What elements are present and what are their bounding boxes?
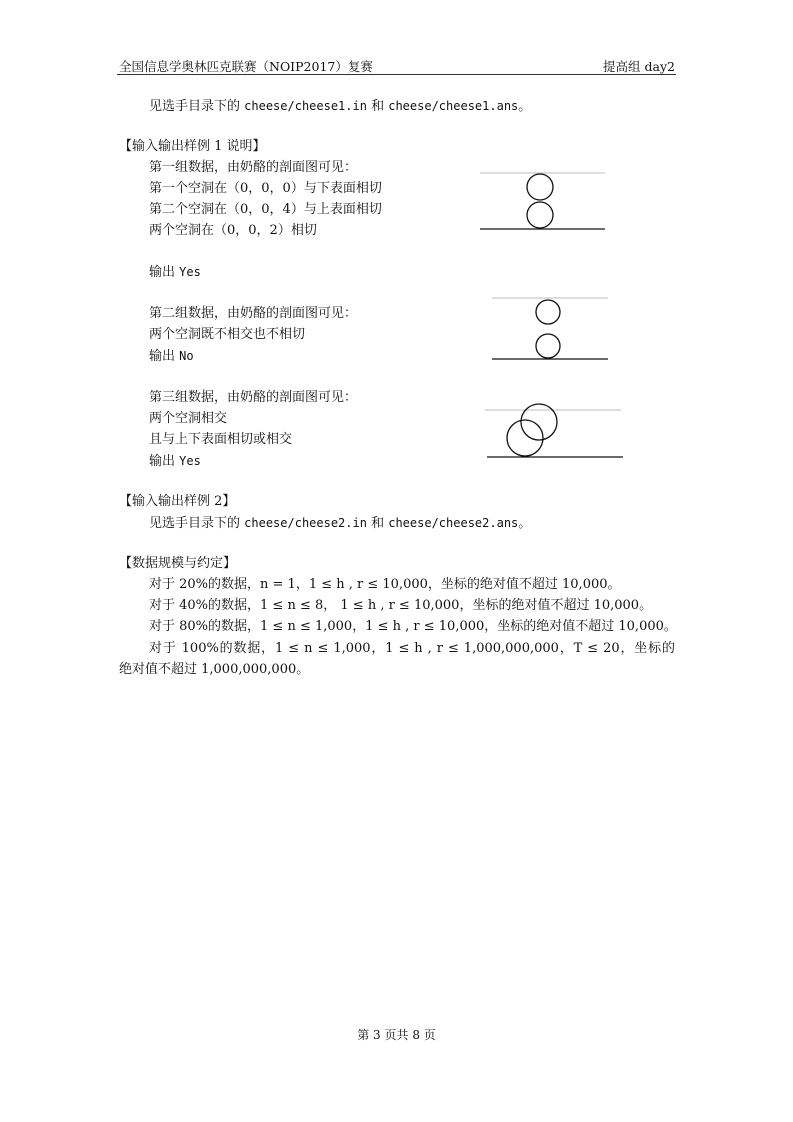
sample1-explain-title: 【输入输出样例 1 说明】 [119,139,266,154]
constraint-item-3: 对于 80%的数据，1 ≤ n ≤ 1,000，1 ≤ h , r ≤ 10,000，坐标的绝对值不超过 10,000。 [149,619,677,634]
header-group-day: 提高组 day2 [603,59,675,74]
g1-output-value: Yes [179,265,201,279]
g1-line-2: 第一个空洞在（0，0，0）与下表面相切 [149,181,382,196]
g3-output [149,451,201,472]
sample2-prefix: 见选手目录下的 [149,516,245,531]
intro-file-in: cheese/cheese1.in [244,99,367,113]
sample2-suffix: 。 [518,516,532,531]
constraint-item-4-line-2: 绝对值不超过 1,000,000,000。 [119,662,310,677]
intro-joiner: 和 [366,99,389,114]
constraint-item-2: 对于 40%的数据，1 ≤ n ≤ 8， 1 ≤ h , r ≤ 10,000，坐标的绝对值不超过 10,000。 [149,598,653,613]
g3-line-2: 两个空洞相交 [149,411,228,426]
sample2-file-ans: cheese/cheese2.ans [388,516,519,530]
hole-circle-bottom [527,202,553,228]
hole-circle-lower [507,420,543,456]
sample2-file-in: cheese/cheese2.in [244,516,367,530]
g1-line-4: 两个空洞在（0，0，2）相切 [149,223,317,238]
constraint-item-4-line-1: 对于 100%的数据，1 ≤ n ≤ 1,000，1 ≤ h , r ≤ 1,000,000,000，T ≤ 20，坐标的 [149,641,675,656]
g1-output [149,262,201,283]
constraint-item-1: 对于 20%的数据，n = 1，1 ≤ h , r ≤ 10,000，坐标的绝对值不超过 10,000。 [149,577,621,592]
hole-circle-top [536,300,560,324]
page-footer: 第 3 页共 8 页 [357,1028,436,1042]
figure-group3-cross-section [485,400,627,462]
hole-circle-top [527,174,553,200]
g2-output-label: 输出 [149,349,180,364]
g2-output-value: No [179,349,194,363]
g1-line-3: 第二个空洞在（0，0，4）与上表面相切 [149,202,382,217]
figure-group1-cross-section [480,168,610,234]
intro-line [149,96,531,117]
g3-output-label: 输出 [149,454,180,469]
constraint-item-4 [119,638,675,680]
g2-line-2: 两个空洞既不相交也不相切 [149,327,306,342]
intro-prefix: 见选手目录下的 [149,99,245,114]
header-divider [117,74,676,75]
g3-output-value: Yes [179,454,201,468]
hole-circle-upper [521,404,557,440]
intro-file-ans: cheese/cheese1.ans [388,99,519,113]
g1-line-1: 第一组数据，由奶酪的剖面图可见： [149,160,358,175]
constraints-title: 【数据规模与约定】 [119,556,237,571]
figure-group2-cross-section [492,294,612,364]
header-title: 全国信息学奥林匹克联赛（NOIP2017）复赛 [119,59,373,74]
sample2-title: 【输入输出样例 2】 [119,494,236,509]
intro-suffix: 。 [518,99,532,114]
g2-line-1: 第二组数据，由奶酪的剖面图可见： [149,306,358,321]
g3-line-3: 且与上下表面相切或相交 [149,432,293,447]
sample2-line [149,513,531,534]
g3-line-1: 第三组数据，由奶酪的剖面图可见： [149,390,358,405]
sample2-joiner: 和 [366,516,389,531]
hole-circle-bottom [536,334,560,358]
g1-output-label: 输出 [149,265,180,280]
g2-output [149,346,194,367]
